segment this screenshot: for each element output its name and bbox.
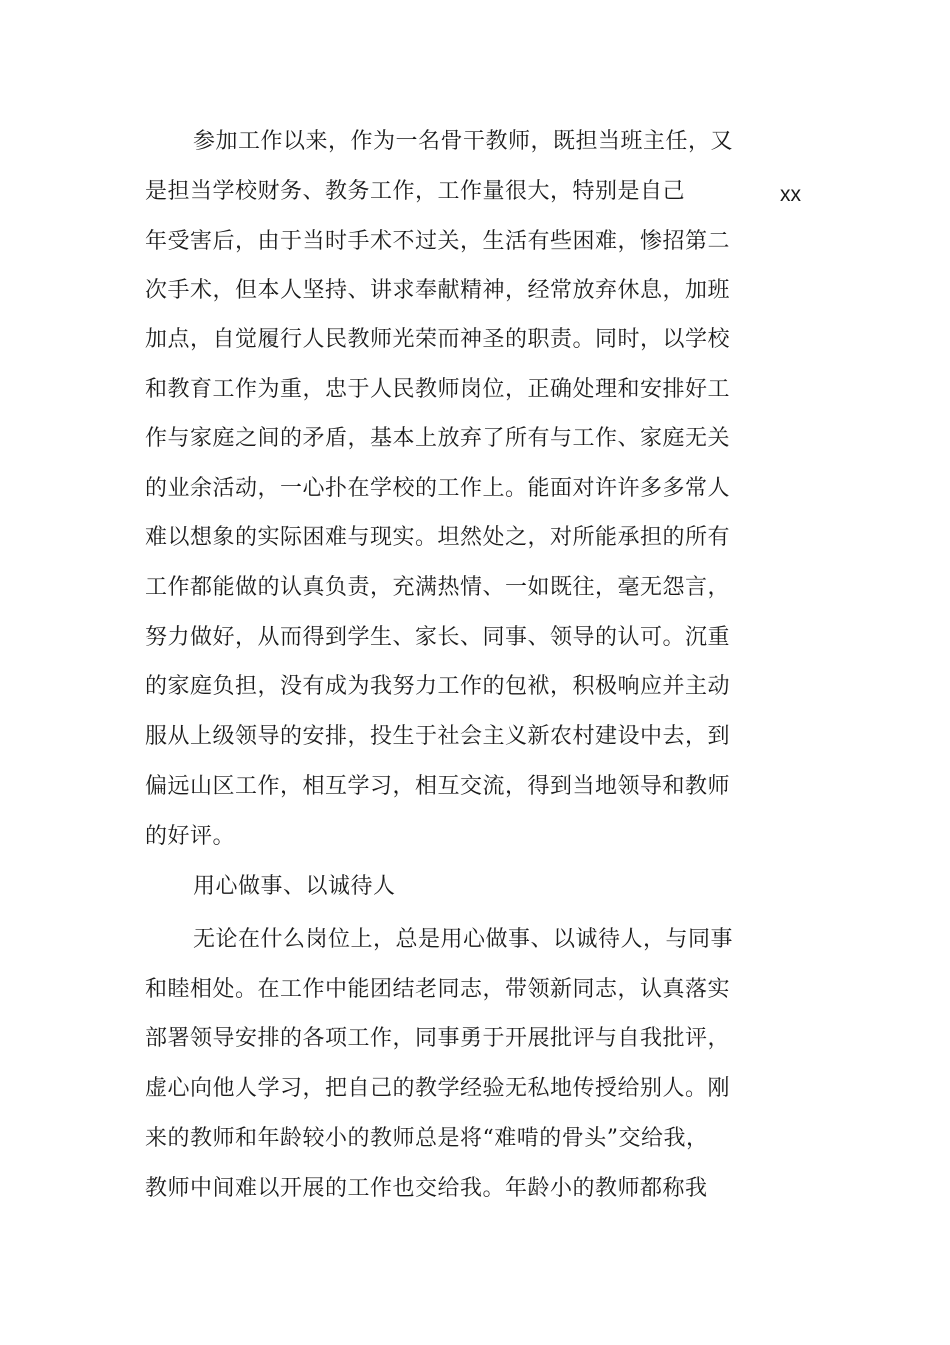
text-line: 和睦相处。在工作中能团结老同志，带领新同志，认真落实 [145,977,731,1002]
text-line: 无论在什么岗位上，总是用心做事、以诚待人，与同事 [193,927,734,952]
text-line: 是担当学校财务、教务工作，工作量很大，特别是自己 [145,179,686,204]
text-line: 服从上级领导的安排，投生于社会主义新农村建设中去，到 [145,724,731,749]
text-line: 作与家庭之间的矛盾，基本上放弃了所有与工作、家庭无关 [145,426,731,451]
text-line: 的家庭负担，没有成为我努力工作的包袱，积极响应并主动 [145,674,731,699]
text-line: 次手术，但本人坚持、讲求奉献精神，经常放弃休息，加班 [145,278,731,303]
margin-note: xx [780,183,801,206]
text-line: 和教育工作为重，忠于人民教师岗位，正确处理和安排好工 [145,377,731,402]
text-line: 虚心向他人学习，把自己的教学经验无私地传授给别人。刚 [145,1076,731,1101]
text-line: 的好评。 [145,824,236,849]
text-line: 难以想象的实际困难与现实。坦然处之，对所能承担的所有 [145,525,731,550]
text-line: 加点，自觉履行人民教师光荣而神圣的职责。同时，以学校 [145,327,731,352]
text-line: 参加工作以来，作为一名骨干教师，既担当班主任，又 [193,129,734,154]
text-line: 的业余活动，一心扑在学校的工作上。能面对许许多多常人 [145,476,731,501]
text-line: 偏远山区工作，相互学习，相互交流，得到当地领导和教师 [145,774,731,799]
text-line: 教师中间难以开展的工作也交给我。年龄小的教师都称我 [145,1176,708,1201]
text-line: 年受害后，由于当时手术不过关，生活有些困难，惨招第二 [145,229,731,254]
section-heading: 用心做事、以诚待人 [193,874,396,899]
text-line: 来的教师和年龄较小的教师总是将“难啃的骨头”交给我， [145,1126,709,1151]
text-line: 部署领导安排的各项工作，同事勇于开展批评与自我批评， [145,1026,731,1051]
text-line: 工作都能做的认真负责，充满热情、一如既往，毫无怨言， [145,575,731,600]
text-line: 努力做好，从而得到学生、家长、同事、领导的认可。沉重 [145,625,731,650]
